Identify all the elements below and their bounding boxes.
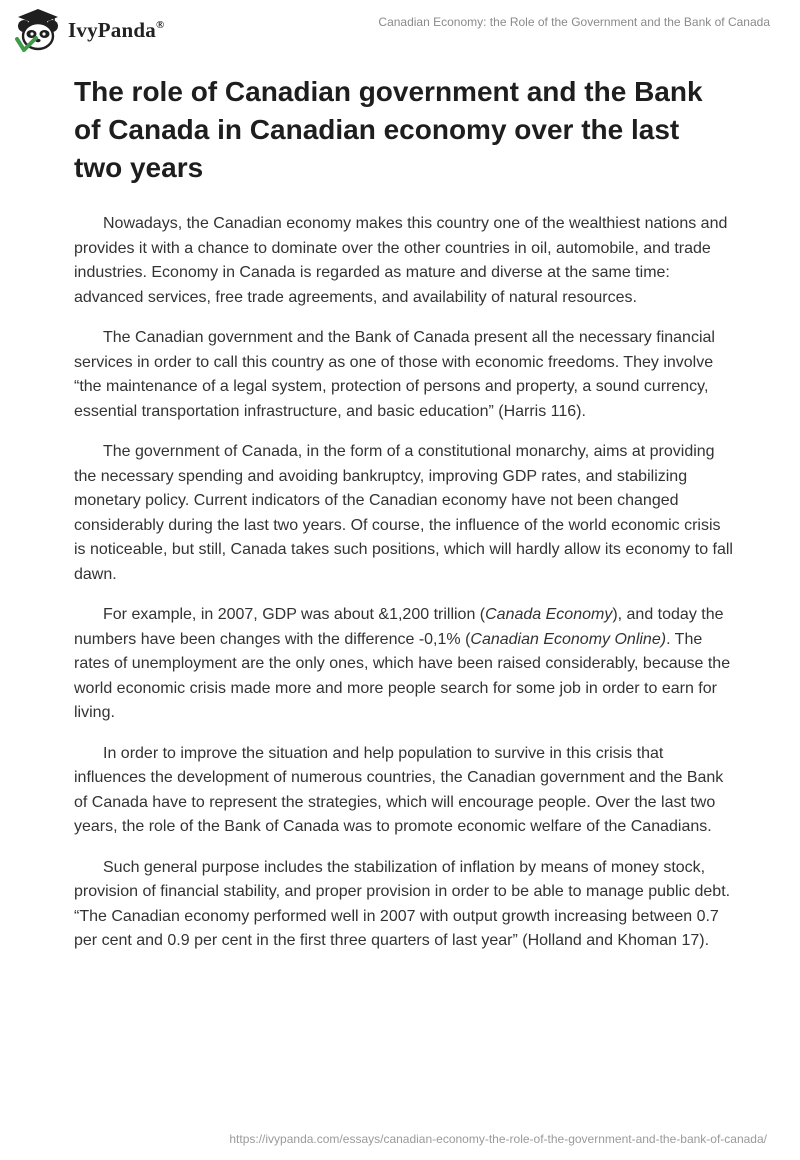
panda-graduate-icon xyxy=(14,8,62,52)
paragraph: In order to improve the situation and help population to survive in this crisis that influences the development of numerous countries, the Canadian government and the Bank of Canada have to represent the strategies, which will encourage people. Over the last two years, the role of the Bank of Canada was to promote economic welfare of the Canadians. xyxy=(74,744,724,835)
paragraph: Nowadays, the Canadian economy makes this country one of the wealthiest nations and provides it with a chance to dominate over the other countries in oil, automobile, and trade industries. Economy in Canada is regarded as mature and diverse at the same time: advanced services, free trade agreements, and availability of natural resources. xyxy=(74,215,728,306)
citation-italic: Canada Economy xyxy=(485,606,613,623)
paragraph: The Canadian government and the Bank of Canada present all the necessary financial services in order to call this country as one of those with economic freedoms. They involve “the maintenance of a legal system, protection of persons and property, a sound currency, essential transportation infrastructure, and basic education” (Harris 116). xyxy=(74,329,715,420)
article-body xyxy=(74,212,734,970)
brand-name: IvyPanda® xyxy=(68,17,165,42)
header-page-title: Canadian Economy: the Role of the Government and the Bank of Canada xyxy=(378,15,770,29)
source-url-link[interactable]: https://ivypanda.com/essays/canadian-economy-the-role-of-the-government-and-the-bank-of-canada/ xyxy=(229,1132,767,1146)
paragraph: For example, in 2007, GDP was about &1,200 trillion (Canada Economy), and today the numbers have been changes with the difference -0,1% (Canadian Economy Online). The rates of unemployment are the only ones, which have been raised considerably, because the world economic crisis made more and more people search for some job in order to earn for living. xyxy=(74,606,731,721)
article-title: The role of Canadian government and the Bank of Canada in Canadian economy over the last two years xyxy=(74,76,703,183)
paragraph: Such general purpose includes the stabilization of inflation by means of money stock, provision of financial stability, and proper provision in order to be able to manage public debt. “The Canadian economy performed well in 2007 with output growth increasing between 0.7 per cent and 0.9 per cent in the first three quarters of last year” (Holland and Khoman 17). xyxy=(74,858,731,949)
site-logo[interactable] xyxy=(14,8,164,52)
citation-italic: Canadian Economy Online) xyxy=(470,630,667,648)
paragraph: The government of Canada, in the form of a constitutional monarchy, aims at providing the necessary spending and avoiding bankruptcy, improving GDP rates, and stabilizing monetary policy. Current indicators of the Canadian economy have not been changed considerably during the last two years. Of course, the influence of the world economic crisis is noticeable, but still, Canada takes such positions, which will hardly allow its economy to fall dawn. xyxy=(74,443,733,583)
